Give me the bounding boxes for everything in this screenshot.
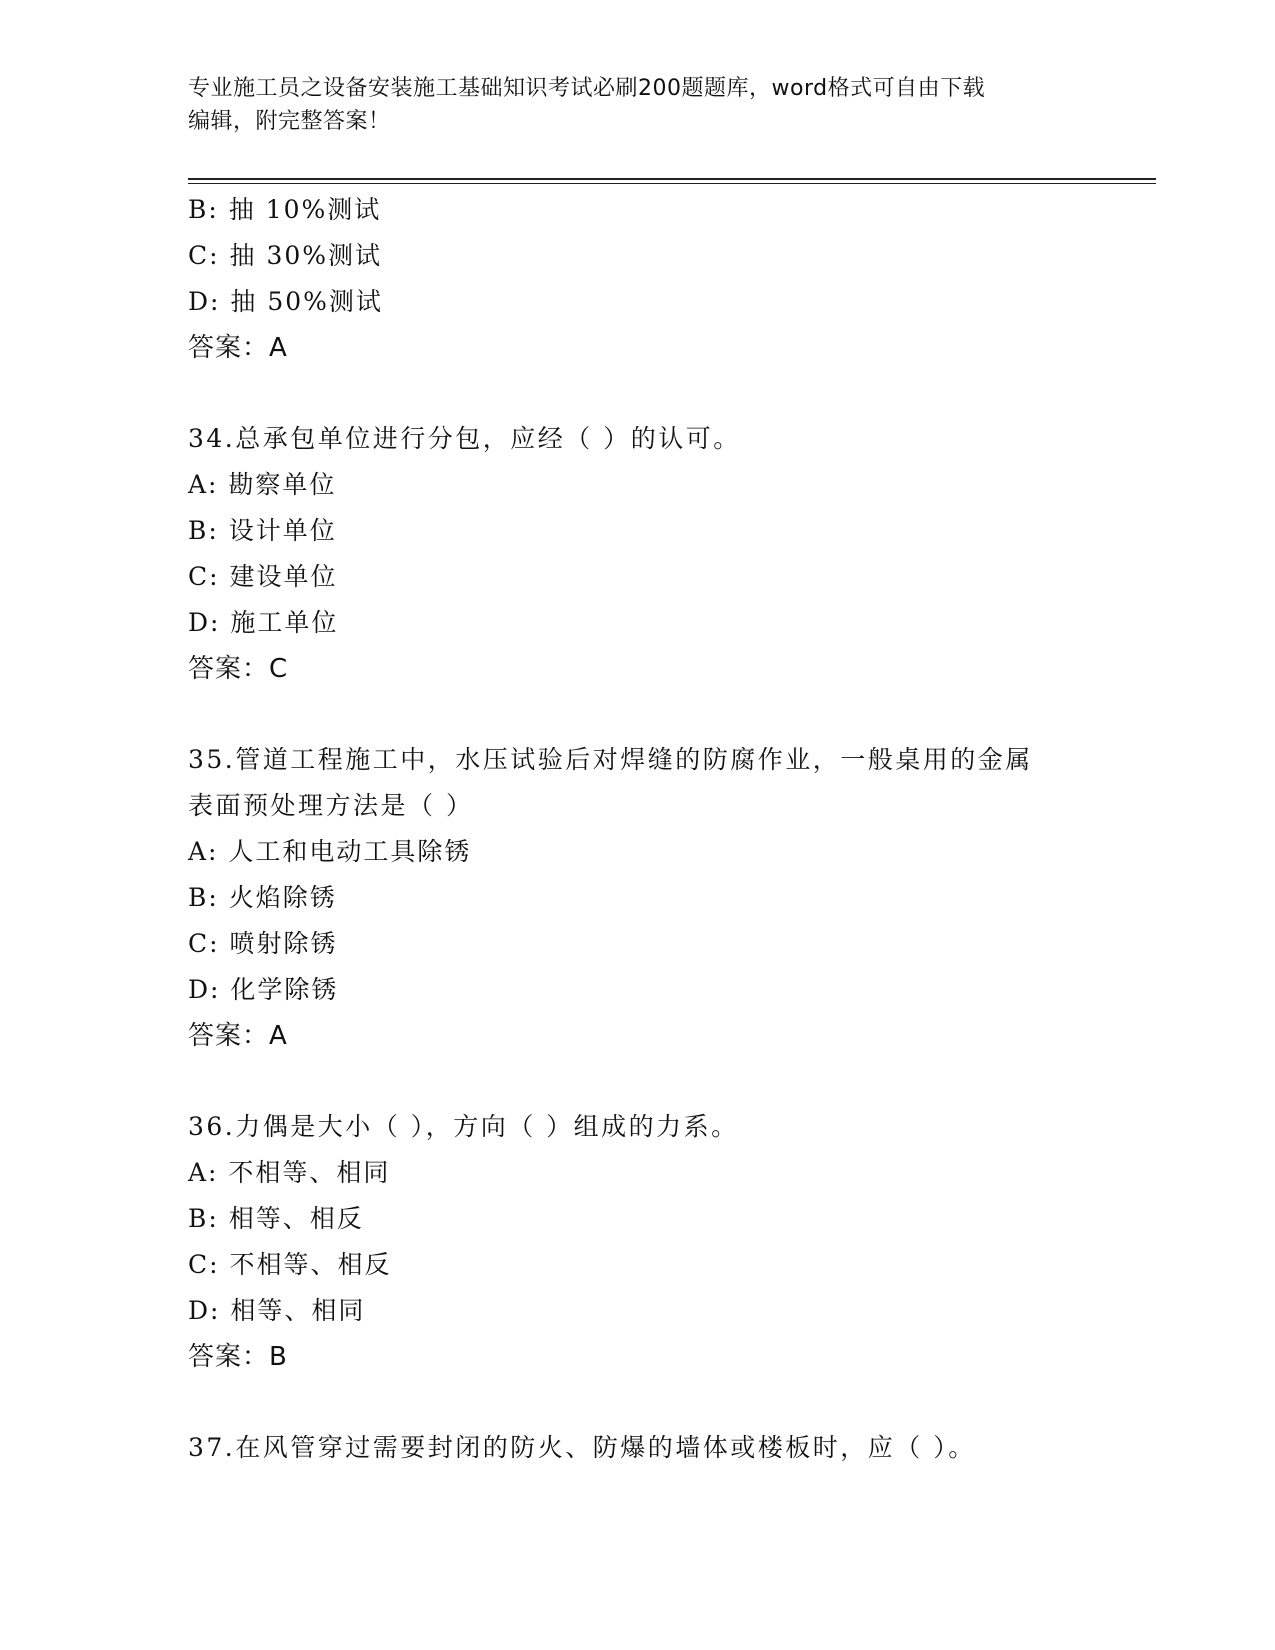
question-text: 35.管道工程施工中，水压试验后对焊缝的防腐作业，一般桌用的金属: [188, 745, 1033, 774]
question-block-partial: [188, 187, 1088, 371]
option-a: A: 人工和电动工具除锈: [188, 837, 472, 866]
spacer: [188, 692, 1088, 737]
option-d: D: 化学除锈: [188, 975, 339, 1004]
question-text: 34.总承包单位进行分包，应经（ ）的认可。: [188, 424, 741, 453]
header-divider-thick: [188, 178, 1156, 180]
header-divider-thin: [188, 183, 1156, 184]
question-list: [188, 187, 1088, 1471]
option-a: A: 勘察单位: [188, 470, 337, 499]
spacer: [188, 1059, 1088, 1104]
header-title-line-1: 专业施工员之设备安装施工基础知识考试必刷200题题库，word格式可自由下载: [188, 76, 986, 101]
option-b: B: 火焰除锈: [188, 883, 337, 912]
question-text: 37.在风管穿过需要封闭的防火、防爆的墙体或楼板时，应（ ）。: [188, 1433, 976, 1462]
question-text: 36.力偶是大小（ ），方向（ ）组成的力系。: [188, 1112, 739, 1141]
document-header: [188, 72, 1068, 138]
answer-line: 答案：A: [188, 333, 288, 363]
question-block-34: [188, 416, 1088, 692]
option-d: D: 施工单位: [188, 608, 339, 637]
option-c: C: 抽 30%测试: [188, 241, 383, 270]
spacer: [188, 1380, 1088, 1425]
answer-line: 答案：C: [188, 654, 289, 684]
question-block-36: [188, 1104, 1088, 1380]
question-text-continued: 表面预处理方法是（ ）: [188, 791, 474, 820]
option-a: A: 不相等、相同: [188, 1158, 391, 1187]
answer-line: 答案：A: [188, 1021, 288, 1051]
option-d: D: 相等、相同: [188, 1296, 366, 1325]
option-d: D: 抽 50%测试: [188, 287, 383, 316]
option-c: C: 不相等、相反: [188, 1250, 392, 1279]
question-block-35: [188, 737, 1088, 1059]
question-block-37: [188, 1425, 1088, 1471]
option-b: B: 设计单位: [188, 516, 337, 545]
spacer: [188, 371, 1088, 416]
option-b: B: 抽 10%测试: [188, 195, 382, 224]
option-c: C: 建设单位: [188, 562, 338, 591]
header-title-line-2: 编辑，附完整答案！: [188, 109, 391, 134]
option-b: B: 相等、相反: [188, 1204, 364, 1233]
answer-line: 答案：B: [188, 1342, 288, 1372]
option-c: C: 喷射除锈: [188, 929, 338, 958]
